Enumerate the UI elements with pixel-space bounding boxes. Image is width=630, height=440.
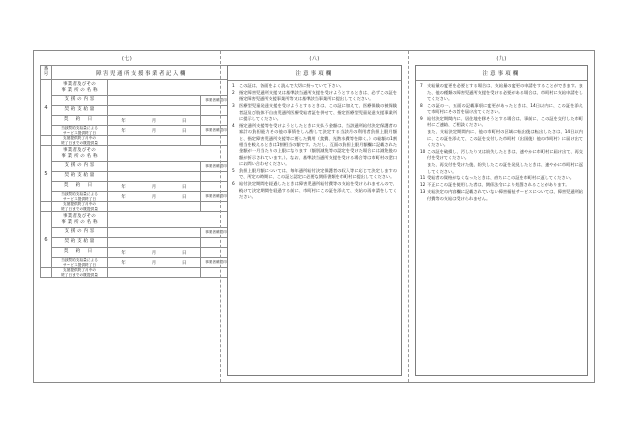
value-contract-date-6[interactable] [108,248,201,258]
label-remaining-amount: 支援提供終了月中の 終了日までの既提供量 [52,136,108,146]
value-remaining-amount-4[interactable] [108,136,201,146]
label-service-end-date: 当該契約支給量による サービス提供終了日 [52,258,108,268]
number-column-header [41,66,52,80]
table-title: 障害児通所支援事業者記入欄 [52,66,232,80]
row-number-4: 4 [41,80,52,136]
date-day-label: 日 [182,128,187,134]
table-row [41,212,232,228]
label-remaining-amount: 支援提供終了月中の 終了日までの既提供量 [52,268,108,278]
value-provider-name-6[interactable] [108,212,232,228]
number-header-line1: 番 [43,67,49,73]
notes-right-title: 注意事項欄 [416,66,587,81]
date-year-label: 年 [121,250,126,256]
stamp-service-end-5[interactable]: 事業者確認印 [201,192,232,202]
value-support-content-6[interactable] [108,228,201,238]
value-contract-date-5[interactable] [108,182,201,192]
stamp-support-content-4[interactable]: 事業者確認印 [201,96,232,106]
label-service-end-date: 当該契約支給量による サービス提供終了日 [52,192,108,202]
value-contract-amount-4[interactable] [108,106,201,116]
date-day-label: 日 [182,184,187,190]
date-month-label: 月 [151,184,157,190]
note-item: 12 不正にこの証を使用した者は、関係法令により処罰されることがあります。 [420,183,570,189]
note-item: 3 医療型児童発達支援を受けようとするときは、この証に加えて、医療保険の被保険者証及び肢体不自由児通所医療受給者証を併せて、指定医療型児童発達支援事業所に提示してください。 [232,104,397,123]
note-item: 13 支給決定の内容欄に記載されていない障害福祉サービスについては、障害児通所給付費等の支給は受けられません。 [420,190,583,202]
table-row [41,182,232,192]
date-day-label: 日 [182,194,187,200]
column-nine [408,51,594,382]
table-row [41,136,232,146]
table-row [41,162,232,172]
label-support-content: 支 援 の 内 容 [52,96,108,106]
column-seven-tag: (七) [121,56,133,62]
date-month-label: 月 [151,194,157,200]
note-item: 7 支給量の変更を必要とする場合は、支給量の変更の申請をすることができます。また、他の種類の障害児通所支援を受ける必要がある場合は、市町村に支給申請をしてください。 [420,84,583,102]
stamp-service-end-6[interactable]: 事業者確認印 [201,258,232,268]
value-support-content-4[interactable] [108,96,201,106]
date-day-label: 日 [182,260,187,266]
table-row [41,146,232,162]
notes-left-body [228,81,401,204]
note-item: 5 負担上限月額については、毎年通所給付決定保護者の収入等に応じて決定しますので、所定の時期に、この証と認定に必要な関係書類を市町村に提出してください。 [232,169,397,181]
date-year-label: 年 [121,260,126,266]
number-header-line2: 号 [43,71,49,77]
table-row [41,126,232,136]
note-item: 6 給付決定期間を経過したときは障害児通所給付費等の支給を受けられませんので、続けて決定期間を経過する前に、市町村にこの証を添えて、支給の再申請をしてください。 [232,182,397,201]
notes-box-left [227,65,402,376]
date-month-label: 月 [151,260,157,266]
label-contract-date: 契 約 日 [52,248,108,258]
label-contract-date: 契 約 日 [52,182,108,192]
row-number-spacer [41,268,52,278]
notes-box-right [415,65,588,376]
date-month-label: 月 [151,250,157,256]
row-number-spacer [41,202,52,212]
column-seven [34,51,227,382]
note-item: 4 指定通所支援等を受けようとしたときに支払う金額は、当該通所給付決定保護者の家計の負担能力その他の事情をしん酌して決定する当該月の利用者負担上限月額と、指定障害児通所支援等に要した費用（食費、光熱水費等を除く。）の総額の1割相当を較えるときは1割相当の額です。ただし、互面の負担上限月額欄に記載された金額が一月当たりの上限になります（額別減免等の認定を受けた場合には減免後の額が折示されています。）。なお、基準該当通所支援を受ける場合等は市町村の窓口にお問い合わせください。 [232,123,397,168]
table-row [41,228,232,238]
note-item: 8 この証の一、五面の記載事項に変更があったときは、14日以内に、この証を添えて市町村にその旨を届け出てください。 [420,103,583,116]
value-provider-name-5[interactable] [108,146,232,162]
note-item: 2 指定障害児通所支援又は基準該当通所支援を受けようとするときは、必ずこの証を指定障害児通所支援事業所等又は基準該当事業所に提出してください。 [232,91,397,103]
table-row [41,106,232,116]
table-row [41,80,232,96]
note-item: 11 受給者の資格がなくなったときは、直ちにこの証を市町村に返してください。 [420,176,575,182]
value-service-end-date-4[interactable] [108,126,201,136]
note-item: また、再交付を受けた後、紛失したこの証を発見したときは、速やかに市町村に返してください。 [427,163,583,175]
value-service-end-date-5[interactable] [108,192,201,202]
column-nine-tag: (九) [496,56,507,62]
table-row [41,116,232,126]
stamp-support-content-5[interactable]: 事業者確認印 [201,162,232,172]
label-provider-name: 事業者及びその 事 業 所 の 名 称 [52,212,108,228]
row-number-5: 5 [41,146,52,202]
label-support-content: 支 援 の 内 容 [52,162,108,172]
label-support-content: 支 援 の 内 容 [52,228,108,238]
notes-right-body [416,81,587,205]
label-provider-name: 事業者及びその 事 業 所 の 名 称 [52,146,108,162]
date-year-label: 年 [121,194,126,200]
value-contract-date-4[interactable] [108,116,201,126]
table-row [41,96,232,106]
table-row [41,192,232,202]
table-row [41,268,232,278]
column-eight-tag: (八) [309,56,320,62]
table-row [41,248,232,258]
column-eight [220,51,408,382]
label-provider-name: 事業者及びその 事 業 所 の 名 称 [52,80,108,96]
table-row [41,202,232,212]
value-provider-name-4[interactable] [108,80,232,96]
row-number-6: 6 [41,212,52,268]
notes-left-title: 注意事項欄 [228,66,401,81]
date-month-label: 月 [151,128,157,134]
label-service-end-date: 当該契約支給量による サービス提供終了日 [52,126,108,136]
label-contract-amount: 契 約 支 給 量 [52,106,108,116]
table-row [41,172,232,182]
note-item: また、支給決定期間内に、他の市町村の区域に転出後は転出したさは、14日以内に、この証を添えて、この証を交付した市町村（出国後）他の市町村）に届け出てください。 [427,130,583,149]
row-number-spacer [41,136,52,146]
date-year-label: 年 [121,128,126,134]
label-contract-amount: 契 約 支 給 量 [52,172,108,182]
label-remaining-amount: 支援提供終了月中の 終了日までの既提供量 [52,202,108,212]
label-contract-amount: 契 約 支 給 量 [52,238,108,248]
date-year-label: 年 [121,118,126,124]
table-row [41,238,232,248]
value-contract-amount-6[interactable] [108,238,201,248]
provider-entry-table [40,65,232,278]
label-contract-date: 契 約 日 [52,116,108,126]
value-service-end-date-6[interactable] [108,258,201,268]
date-month-label: 月 [151,118,157,124]
value-remaining-amount-6[interactable] [108,268,201,278]
value-support-content-5[interactable] [108,162,201,172]
note-item: 1 この証は、各面をよく読んで大切に持っていて下さい。 [232,84,345,90]
date-year-label: 年 [121,184,126,190]
date-day-label: 日 [182,118,187,124]
note-item: 9 給付決定期間内に、居住地を移そうとする場合は、事前に、この証を交付した市町村にご連絡、ご相談ください。 [420,117,583,129]
stamp-support-content-6[interactable]: 事業者確認印 [201,228,232,238]
table-header-row [41,66,232,80]
table-row [41,258,232,268]
value-remaining-amount-5[interactable] [108,202,201,212]
stamp-service-end-4[interactable]: 事業者確認印 [201,126,232,136]
value-contract-amount-5[interactable] [108,172,201,182]
certificate-page [33,50,595,383]
note-item: 10 この証を破損し、汚したり又は紛失したときは、速やかに市町村に届け出て、再交付を受けてください。 [420,149,583,162]
date-day-label: 日 [182,250,187,256]
